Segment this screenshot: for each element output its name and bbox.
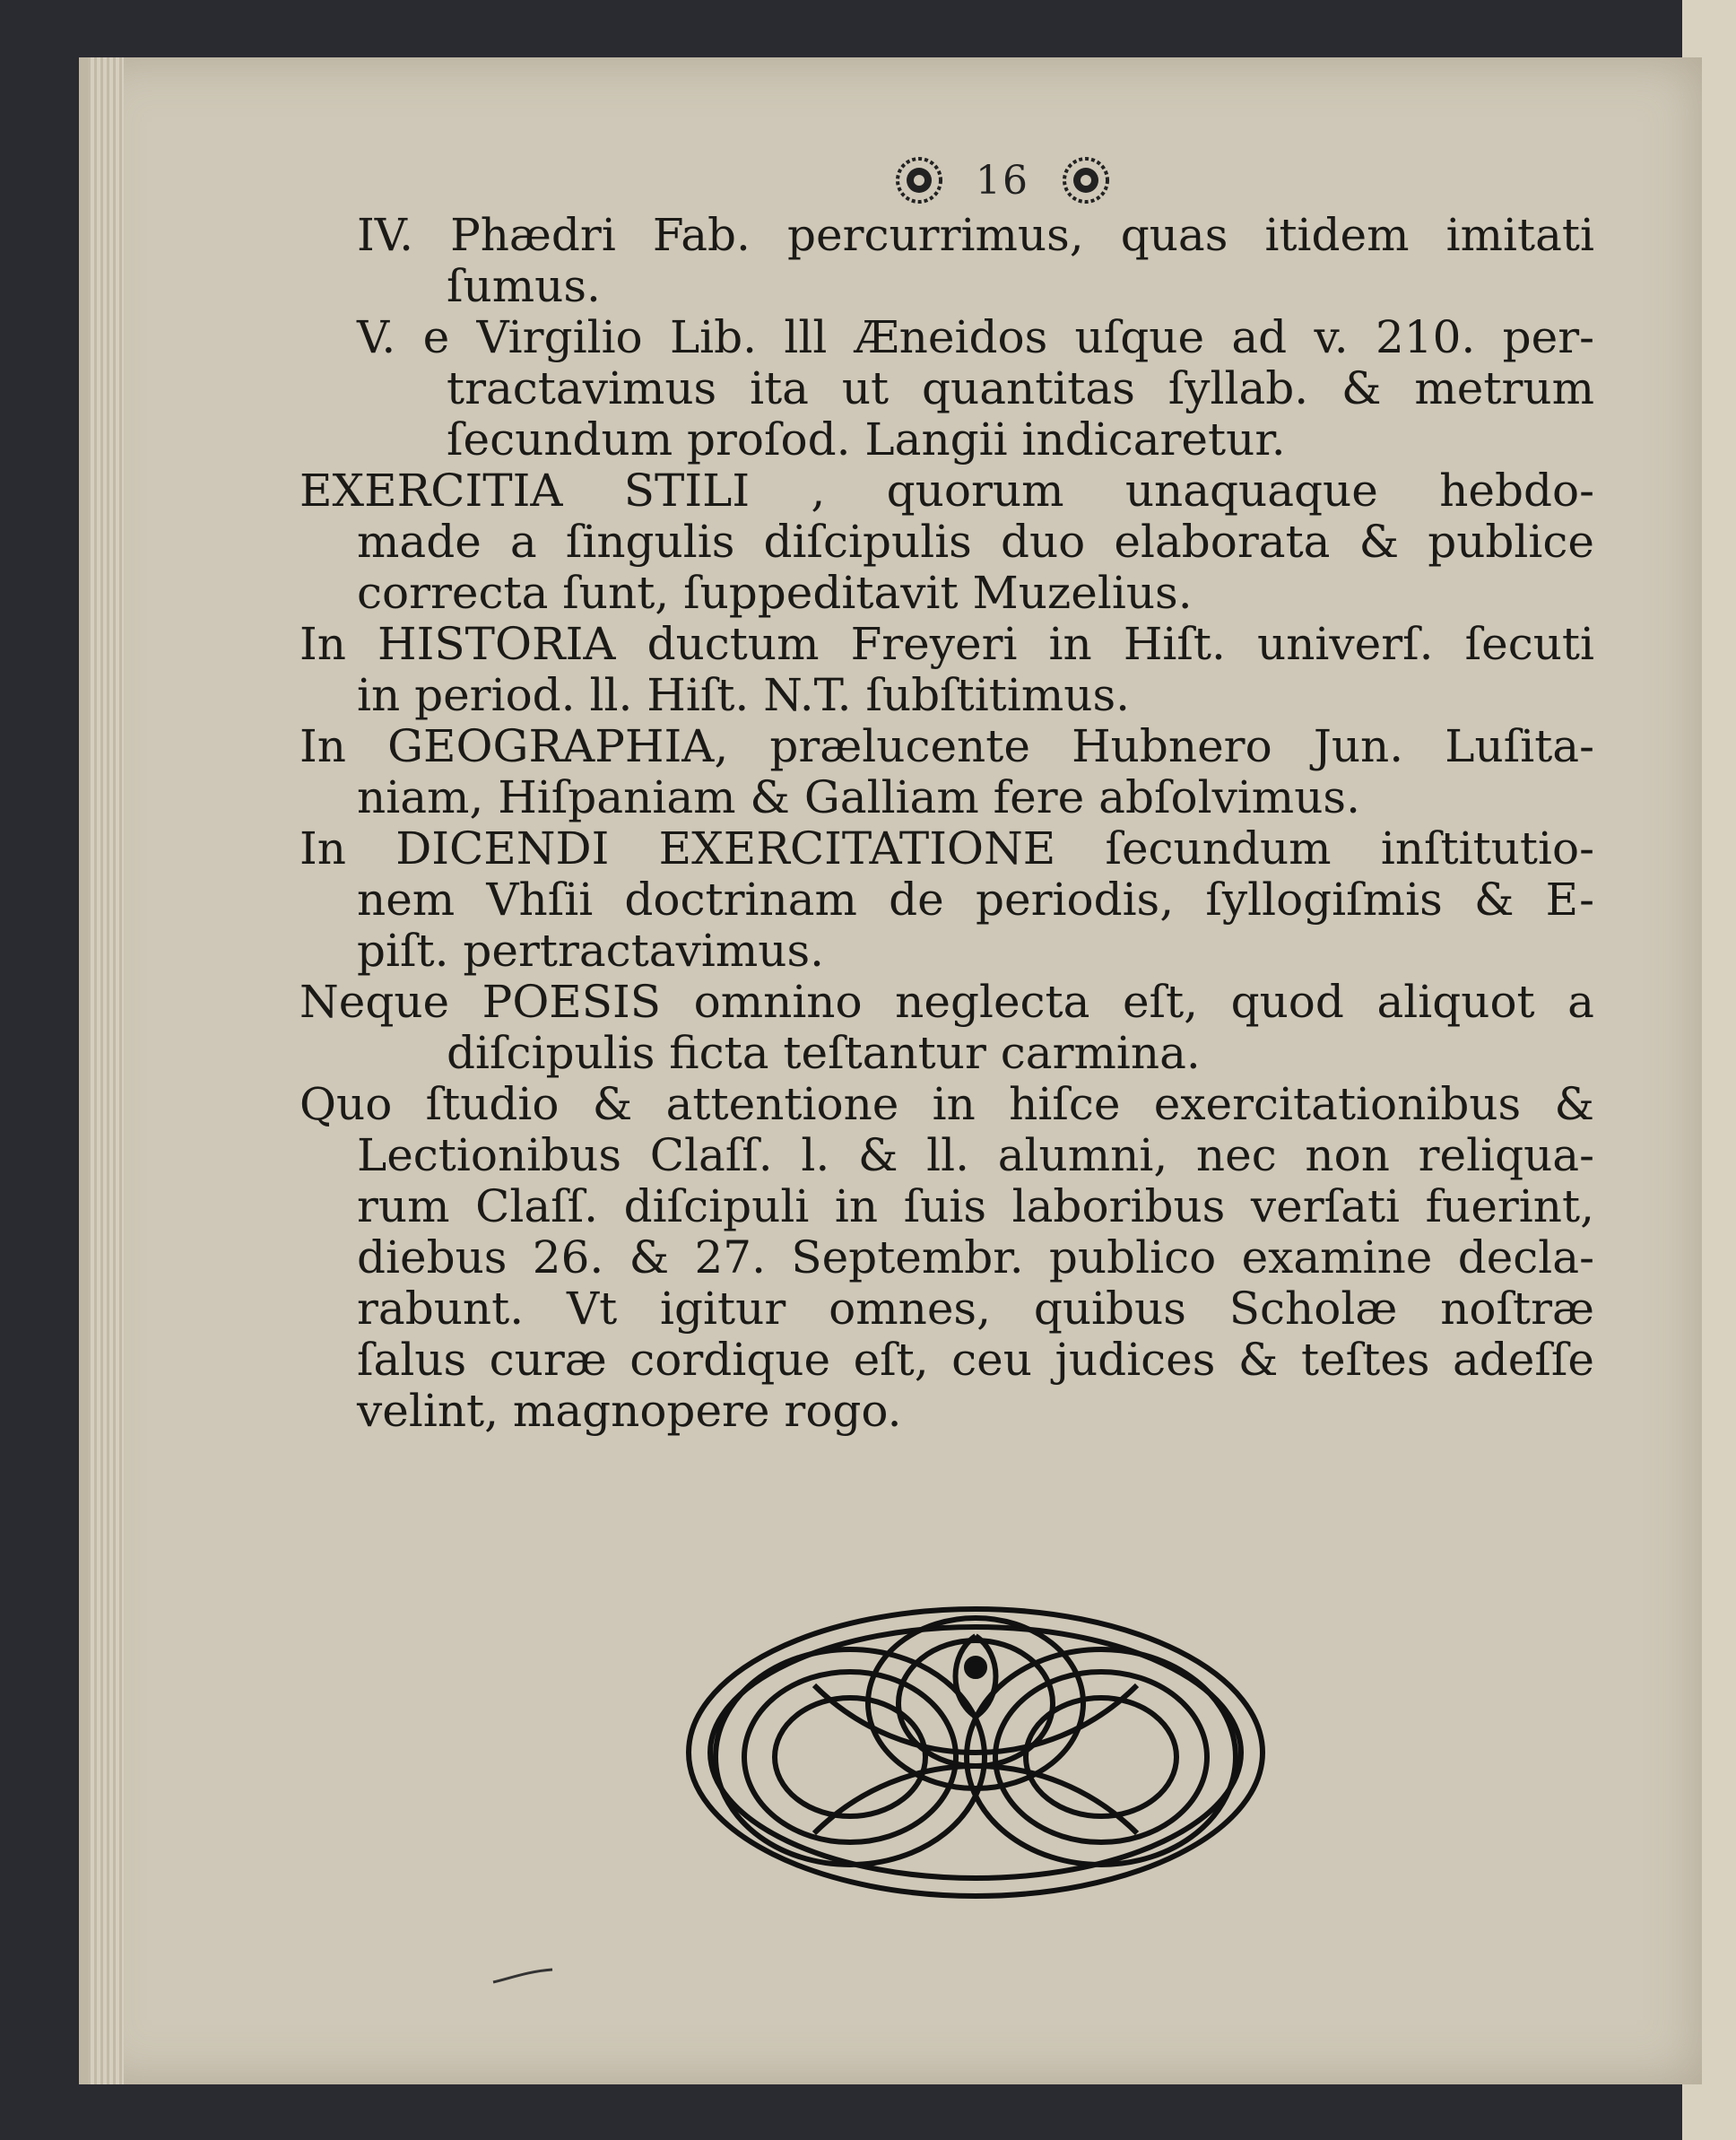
page-header (814, 156, 1191, 204)
page-stack-edge (88, 57, 124, 2084)
text-line: made a ſingulis diſcipulis duo elaborata & publice (357, 516, 1594, 568)
text-line: diſcipulis ficta teſtantur carmina. (447, 1027, 1201, 1079)
paragraph-dicendi (299, 822, 1594, 977)
paragraph-phaedri (357, 210, 1594, 312)
text-line: ſecundum proſod. Langii indicaretur. (447, 413, 1286, 465)
paragraph-exercitia-stili (299, 465, 1594, 619)
text-line: IV. Phædri Fab. percurrimus, quas itidem imitati (357, 209, 1594, 261)
text-line: Lectionibus Claſſ. l. & ll. alumni, nec non reliqua- (357, 1129, 1594, 1181)
text-line: correcta ſunt, ſuppeditavit Muzelius. (357, 567, 1193, 619)
text-line: tractavimus ita ut quantitas ſyllab. & metrum (447, 362, 1594, 414)
text-line: rum Claſſ. diſcipuli in ſuis laboribus verſati fuerint, (357, 1180, 1594, 1232)
text-line: ſumus. (447, 260, 601, 312)
text-line: diebus 26. & 27. Septembr. publico examine decla- (357, 1231, 1594, 1283)
text-line: niam, Hiſpaniam & Galliam fere abſolvimus. (357, 771, 1360, 823)
rosette-ornament-icon (895, 156, 943, 204)
text-line: V. e Virgilio Lib. lll Æneidos uſque ad v. 210. per- (357, 311, 1594, 363)
text-line: In HISTORIA ductum Freyeri in Hiſt. univerſ. ſecuti (299, 618, 1594, 670)
text-line: Quo ſtudio & attentione in hiſce exercitationibus & (299, 1078, 1594, 1130)
paragraph-virgilio (357, 312, 1594, 465)
text-line: In DICENDI EXERCITATIONE ſecundum inſtitutio- (299, 822, 1594, 874)
text-line: In GEOGRAPHIA, prælucente Hubnero Jun. Luſita- (299, 720, 1594, 772)
text-line: ſalus curæ cordique eſt, ceu judices & teſtes adeſſe (357, 1334, 1594, 1386)
text-line: in period. ll. Hiſt. N.T. ſubſtitimus. (357, 669, 1131, 721)
calligraphic-flourish-icon (680, 1600, 1272, 1905)
paragraph-conclusio (299, 1078, 1594, 1437)
text-line: piſt. pertractavimus. (357, 925, 824, 977)
paragraph-poesis (299, 976, 1594, 1079)
body-text (299, 209, 1594, 1437)
text-line: EXERCITIA STILI , quorum unaquaque hebdo- (299, 465, 1594, 517)
rosette-ornament-icon (1062, 156, 1110, 204)
paragraph-historia (299, 618, 1594, 721)
book-page (79, 57, 1702, 2084)
text-line: nem Vhſii doctrinam de periodis, ſyllogiſmis & E- (357, 874, 1594, 926)
pen-mark (491, 1968, 554, 1986)
page-number: 16 (976, 157, 1029, 204)
paragraph-geographia (299, 720, 1594, 823)
text-line: rabunt. Vt igitur omnes, quibus Scholæ noſtræ (357, 1283, 1594, 1335)
text-line: velint, magnopere rogo. (357, 1385, 902, 1437)
text-line: Neque POESIS omnino neglecta eſt, quod aliquot a (299, 976, 1594, 1028)
